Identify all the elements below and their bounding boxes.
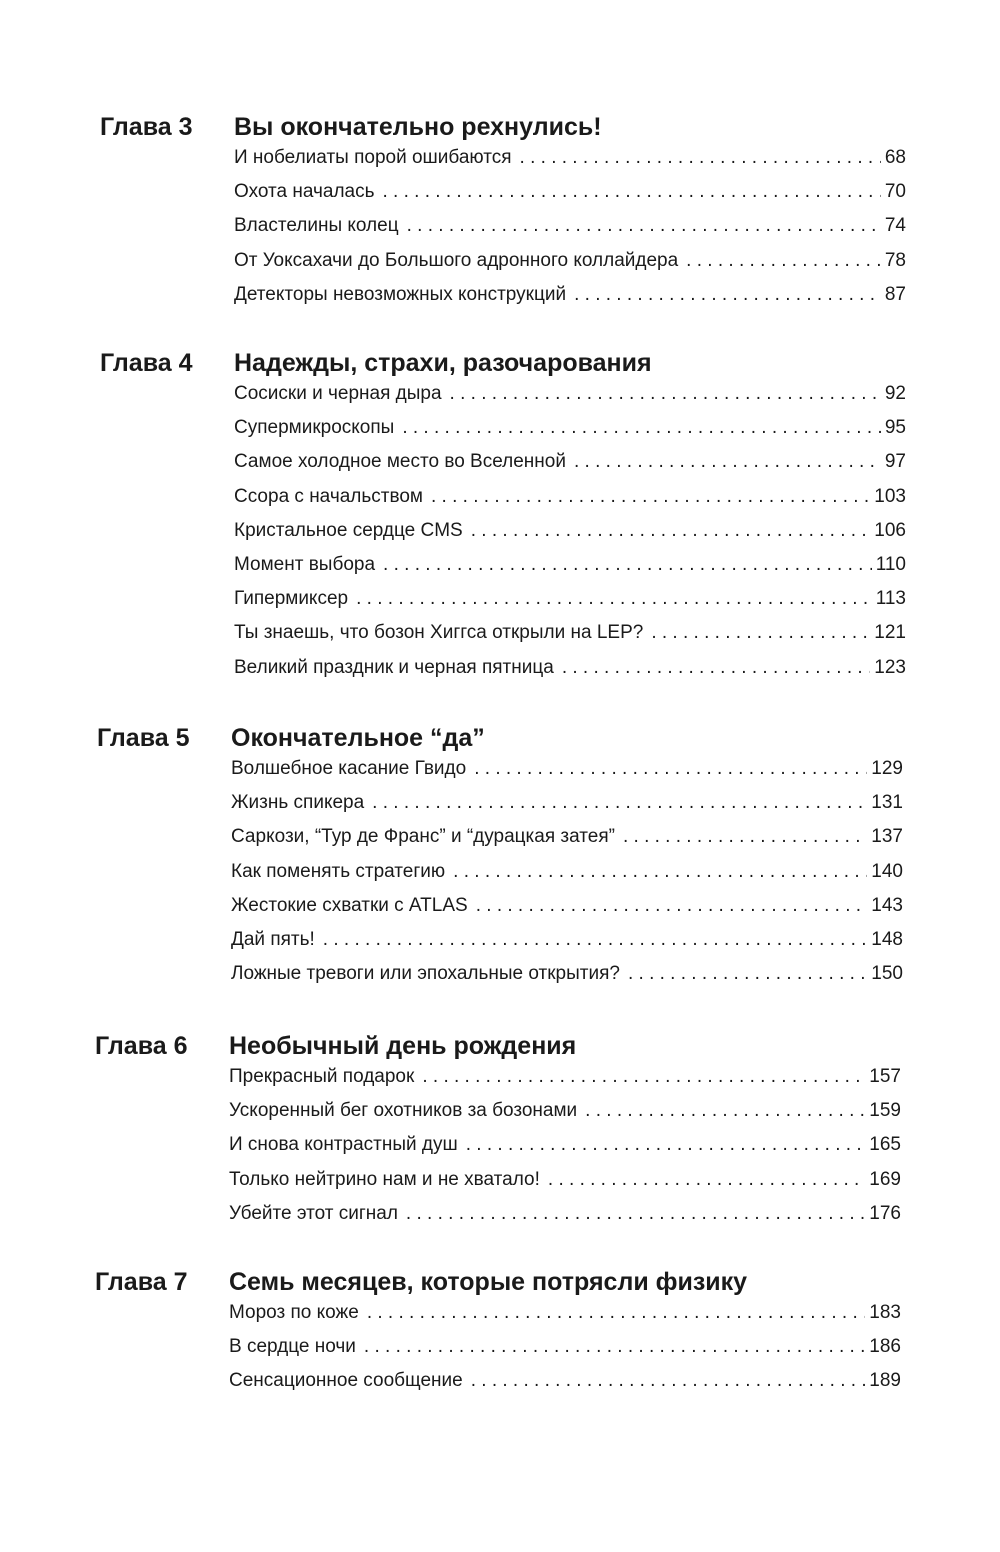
dot-leader — [450, 383, 881, 405]
dot-leader — [623, 826, 867, 848]
chapter-entries — [234, 383, 906, 691]
dot-leader — [651, 622, 870, 644]
chapter-label: Глава 4 — [100, 349, 193, 377]
page-number: 140 — [871, 860, 903, 882]
chapter-title: Окончательное “да” — [231, 724, 485, 752]
chapter-label: Глава 3 — [100, 113, 193, 141]
toc-entry[interactable] — [234, 451, 906, 485]
page-number: 165 — [869, 1134, 901, 1156]
dot-leader — [323, 929, 868, 951]
toc-entry[interactable] — [229, 1203, 901, 1237]
dot-leader — [372, 792, 867, 814]
page-number: 97 — [884, 451, 906, 473]
chapter-label: Глава 6 — [95, 1032, 188, 1060]
entry-title: Жестокие схватки с ATLAS — [231, 894, 468, 916]
entry-title: Мороз по коже — [229, 1302, 359, 1323]
page-number: 159 — [869, 1100, 901, 1122]
toc-entry[interactable] — [229, 1134, 901, 1168]
dot-leader — [383, 181, 881, 203]
page-number: 110 — [875, 553, 906, 575]
toc-entry[interactable] — [234, 417, 906, 451]
page-number: 113 — [875, 588, 906, 610]
chapter-title: Надежды, страхи, разочарования — [234, 349, 652, 377]
dot-leader — [628, 963, 867, 985]
page-number: 150 — [871, 963, 903, 985]
entry-title: Прекрасный подарок — [229, 1066, 415, 1087]
toc-entry[interactable] — [234, 284, 906, 318]
dot-leader — [585, 1100, 865, 1122]
entry-title: Детекторы невозможных конструкций — [234, 283, 567, 305]
page-number: 103 — [874, 485, 906, 507]
entry-title: И снова контрастный душ — [229, 1134, 458, 1156]
page-number: 189 — [869, 1370, 901, 1392]
toc-entry[interactable] — [234, 250, 906, 284]
chapter-title: Необычный день рождения — [229, 1032, 577, 1060]
chapter-label: Глава 5 — [97, 724, 190, 752]
entry-title: Убейте этот сигнал — [229, 1202, 398, 1224]
dot-leader — [471, 1370, 866, 1392]
entry-title: Ускоренный бег охотников за бозонами — [229, 1100, 578, 1122]
toc-entry[interactable] — [231, 826, 903, 860]
page-number: 186 — [869, 1336, 901, 1358]
page-number: 183 — [869, 1302, 901, 1323]
page-number: 129 — [871, 758, 903, 779]
entry-title: Охота началась — [234, 181, 375, 203]
entry-title: Дай пять! — [231, 928, 315, 950]
entry-title: В сердце ночи — [229, 1336, 356, 1358]
entry-title: От Уоксахачи до Большого адронного коллайдера — [234, 249, 679, 271]
dot-leader — [520, 147, 881, 169]
toc-entry[interactable] — [234, 657, 906, 691]
toc-entry[interactable] — [234, 622, 906, 656]
chapter-entries — [229, 1066, 901, 1237]
entry-title: Гипермиксер — [234, 588, 349, 610]
dot-leader — [574, 451, 881, 473]
page-number: 106 — [874, 519, 906, 541]
entry-title: Саркози, “Тур де Франс” и “дурацкая затея” — [231, 826, 615, 848]
toc-entry[interactable] — [234, 486, 906, 520]
dot-leader — [431, 486, 870, 508]
page-number: 74 — [884, 215, 906, 237]
toc-entry[interactable] — [234, 383, 906, 417]
toc-entry[interactable] — [229, 1169, 901, 1203]
entry-title: Волшебное касание Гвидо — [231, 758, 467, 779]
toc-entry[interactable] — [234, 520, 906, 554]
entry-title: Властелины колец — [234, 215, 399, 237]
dot-leader — [562, 657, 870, 679]
dot-leader — [476, 895, 868, 917]
chapter-entries — [229, 1302, 901, 1405]
toc-entry[interactable] — [231, 861, 903, 895]
page-number: 148 — [871, 928, 903, 950]
entry-title: Сенсационное сообщение — [229, 1370, 463, 1392]
dot-leader — [453, 861, 867, 883]
toc-entry[interactable] — [231, 929, 903, 963]
dot-leader — [402, 417, 881, 439]
page-number: 123 — [874, 656, 906, 678]
dot-leader — [474, 758, 867, 780]
page-number: 143 — [871, 894, 903, 916]
entry-title: Кристальное сердце CMS — [234, 519, 463, 541]
chapter-entries — [231, 758, 903, 997]
entry-title: Как поменять стратегию — [231, 860, 446, 882]
page-number: 137 — [871, 826, 903, 848]
entry-title: Ложные тревоги или эпохальные открытия? — [231, 963, 620, 985]
page-number: 131 — [871, 792, 903, 814]
entry-title: И нобелиаты порой ошибаются — [234, 147, 512, 168]
dot-leader — [686, 250, 881, 272]
dot-leader — [383, 554, 872, 576]
chapter-title: Семь месяцев, которые потрясли физику — [229, 1268, 748, 1296]
toc-entry[interactable] — [234, 554, 906, 588]
dot-leader — [574, 284, 881, 306]
toc-entry[interactable] — [234, 588, 906, 622]
page-number: 121 — [874, 622, 906, 644]
toc-entry[interactable] — [234, 147, 906, 181]
dot-leader — [422, 1066, 865, 1088]
dot-leader — [364, 1336, 865, 1358]
chapter-entries — [234, 147, 906, 318]
page-number: 68 — [884, 147, 906, 168]
entry-title: Ссора с начальством — [234, 485, 423, 507]
chapter-title: Вы окончательно рехнулись! — [234, 113, 602, 141]
page-number: 169 — [869, 1168, 901, 1190]
dot-leader — [471, 520, 871, 542]
entry-title: Только нейтрино нам и не хватало! — [229, 1168, 540, 1190]
toc-entry[interactable] — [231, 758, 903, 792]
dot-leader — [466, 1134, 866, 1156]
dot-leader — [406, 1203, 865, 1225]
dot-leader — [356, 588, 872, 610]
page-number: 176 — [869, 1202, 901, 1224]
entry-title: Самое холодное место во Вселенной — [234, 451, 566, 473]
toc-entry[interactable] — [231, 963, 903, 997]
page-number: 92 — [884, 383, 906, 404]
entry-title: Жизнь спикера — [231, 792, 365, 814]
page-number: 87 — [884, 283, 906, 305]
page-number: 78 — [884, 249, 906, 271]
page-number: 157 — [869, 1066, 901, 1087]
toc-entry[interactable] — [231, 895, 903, 929]
entry-title: Ты знаешь, что бозон Хиггса открыли на LEP? — [234, 622, 644, 644]
entry-title: Сосиски и черная дыра — [234, 383, 442, 404]
toc-entry[interactable] — [229, 1370, 901, 1404]
entry-title: Момент выбора — [234, 553, 376, 575]
dot-leader — [407, 215, 881, 237]
toc-entry[interactable] — [231, 792, 903, 826]
toc-entry[interactable] — [234, 215, 906, 249]
dot-leader — [367, 1302, 865, 1324]
toc-entry[interactable] — [229, 1066, 901, 1100]
toc-entry[interactable] — [229, 1336, 901, 1370]
entry-title: Великий праздник и черная пятница — [234, 656, 554, 678]
toc-entry[interactable] — [229, 1302, 901, 1336]
dot-leader — [548, 1169, 865, 1191]
page-number: 70 — [884, 181, 906, 203]
toc-entry[interactable] — [229, 1100, 901, 1134]
entry-title: Супермикроскопы — [234, 417, 395, 439]
chapter-label: Глава 7 — [95, 1268, 188, 1296]
toc-entry[interactable] — [234, 181, 906, 215]
page-number: 95 — [884, 417, 906, 439]
